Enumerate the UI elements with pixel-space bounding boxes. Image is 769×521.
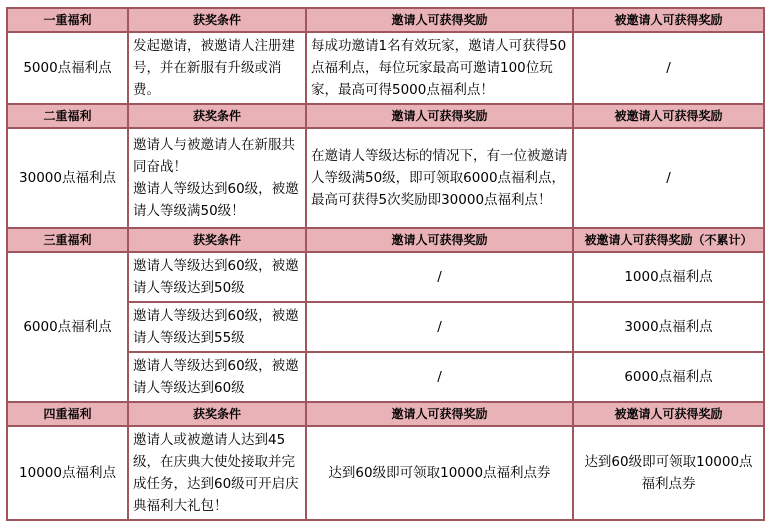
- section-3-row-3-inviter-reward: /: [306, 352, 573, 402]
- section-1-row: [7, 32, 764, 104]
- section-2-row: [7, 128, 764, 228]
- section-4-row: [7, 426, 764, 520]
- rewards-table: [6, 7, 765, 521]
- section-3-row-1-inviter-reward: /: [306, 252, 573, 302]
- section-2-condition: [128, 128, 306, 228]
- section-3-row-2-invitee-reward: 3000点福利点: [573, 302, 764, 352]
- section-4-header-row: [7, 402, 764, 426]
- section-2-invitee-header: 被邀请人可获得奖励: [573, 104, 764, 128]
- section-3-inviter-header: 邀请人可获得奖励: [306, 228, 573, 252]
- section-3-row-3-invitee-reward: 6000点福利点: [573, 352, 764, 402]
- section-3-row-1-condition: 邀请人等级达到60级，被邀请人等级达到50级: [128, 252, 306, 302]
- section-3-invitee-header: 被邀请人可获得奖励（不累计）: [573, 228, 764, 252]
- section-4-invitee-header: 被邀请人可获得奖励: [573, 402, 764, 426]
- section-4-inviter-reward: 达到60级即可领取10000点福利点券: [306, 426, 573, 520]
- section-3-amount: 6000点福利点: [7, 252, 128, 402]
- section-1-title: 一重福利: [7, 8, 128, 32]
- section-2-condition-line-1: 邀请人与被邀请人在新服共同奋战！: [133, 137, 295, 175]
- section-2-condition-header: 获奖条件: [128, 104, 306, 128]
- section-3-row-1: [7, 252, 764, 302]
- section-3-row-3-condition: 邀请人等级达到60级，被邀请人等级达到60级: [128, 352, 306, 402]
- section-3-condition-header: 获奖条件: [128, 228, 306, 252]
- section-1-inviter-header: 邀请人可获得奖励: [306, 8, 573, 32]
- section-2-inviter-reward: 在邀请人等级达标的情况下，有一位被邀请人等级满50级，即可领取6000点福利点，最高可获得5次奖励即30000点福利点！: [306, 128, 573, 228]
- section-2-header-row: [7, 104, 764, 128]
- section-2-title: 二重福利: [7, 104, 128, 128]
- section-2-invitee-reward: /: [573, 128, 764, 228]
- section-2-inviter-header: 邀请人可获得奖励: [306, 104, 573, 128]
- section-1-invitee-header: 被邀请人可获得奖励: [573, 8, 764, 32]
- section-4-condition-header: 获奖条件: [128, 402, 306, 426]
- section-2-amount: 30000点福利点: [7, 128, 128, 228]
- section-3-row-2-condition: 邀请人等级达到60级，被邀请人等级达到55级: [128, 302, 306, 352]
- section-3-row-1-invitee-reward: 1000点福利点: [573, 252, 764, 302]
- section-1-amount: 5000点福利点: [7, 32, 128, 104]
- section-4-inviter-header: 邀请人可获得奖励: [306, 402, 573, 426]
- section-3-header-row: [7, 228, 764, 252]
- section-2-condition-line-2: 邀请人等级达到60级，被邀请人等级满50级！: [133, 181, 299, 219]
- section-4-condition: 邀请人或被邀请人达到45级，在庆典大使处接取并完成任务，达到60级可开启庆典福利大礼包！: [128, 426, 306, 520]
- section-1-inviter-reward: 每成功邀请1名有效玩家，邀请人可获得50点福利点，每位玩家最高可邀请100位玩家，最高可得5000点福利点！: [306, 32, 573, 104]
- section-4-title: 四重福利: [7, 402, 128, 426]
- section-3-row-2-inviter-reward: /: [306, 302, 573, 352]
- section-1-invitee-reward: /: [573, 32, 764, 104]
- section-4-invitee-reward: 达到60级即可领取10000点福利点券: [573, 426, 764, 520]
- section-1-header-row: [7, 8, 764, 32]
- section-3-title: 三重福利: [7, 228, 128, 252]
- section-1-condition-header: 获奖条件: [128, 8, 306, 32]
- section-1-condition: 发起邀请，被邀请人注册建号，并在新服有升级或消费。: [128, 32, 306, 104]
- section-4-amount: 10000点福利点: [7, 426, 128, 520]
